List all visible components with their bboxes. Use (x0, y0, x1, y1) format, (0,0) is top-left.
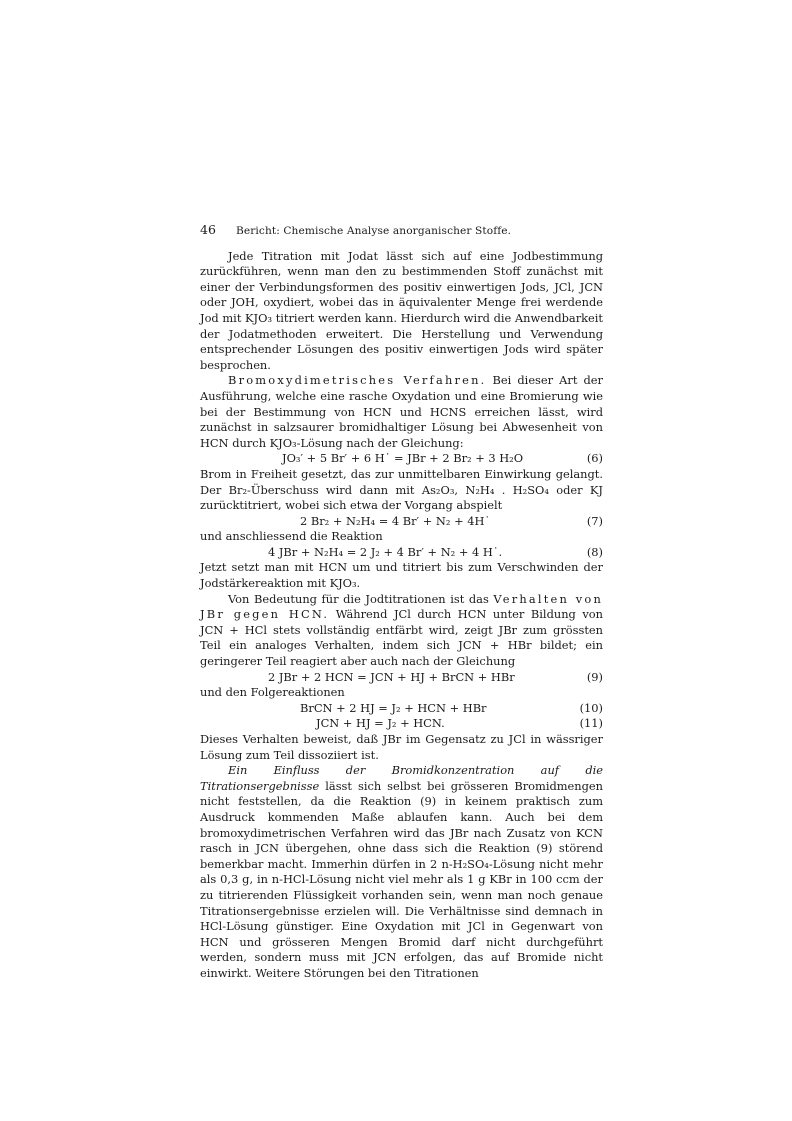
paragraph-folgereaktionen: und den Folgereaktionen (200, 685, 345, 700)
paragraph-text: Von Bedeutung für die Jodtitrationen ist das (228, 591, 489, 606)
equation-number: (7) (586, 513, 603, 528)
page-header (200, 222, 603, 240)
equation-6 (200, 451, 603, 467)
paragraph-jodat-titration: Jede Titration mit Jodat lässt sich auf eine Jodbestimmung zurückführen, wenn man den zu bestimmenden Stoff zunächst mit einer der Verbindungsformen des positiv einwertigen Jods, JCl, JCN oder JOH, oxydiert, wobei das in äquivalenter Menge frei werdende Jod mit KJO₃ titriert werden kann. Hierdurch wird die Anwendbarkeit der Jodatmethoden erweitert. Die Herstellung und Verwendung entsprechender Lösungen des positiv einwertigen Jods wird später besprochen. (200, 248, 603, 372)
equation-number: (10) (579, 700, 603, 715)
paragraph-jetzt: Jetzt setzt man mit HCN um und titriert bis zum Verschwinden der Jodstärkereaktion mit KJO₃. (200, 560, 603, 591)
equation-formula: 2 JBr + 2 HCN = JCN + HJ + BrCN + HBr (268, 669, 515, 684)
document-page (200, 222, 603, 982)
equation-formula: BrCN + 2 HJ = J₂ + HCN + HBr (300, 700, 487, 715)
paragraph-bromidkonzentration (200, 763, 603, 981)
equation-10 (200, 701, 603, 717)
equation-11 (200, 716, 603, 732)
equation-7 (200, 514, 603, 530)
equation-number: (9) (586, 669, 603, 684)
equation-number: (8) (586, 544, 603, 559)
equation-number: (6) (586, 451, 603, 466)
paragraph-bromoxydimetrisch (200, 373, 603, 451)
equation-formula: JCN + HJ = J₂ + HCN. (316, 716, 445, 731)
equation-number: (11) (579, 716, 603, 731)
paragraph-brom-freiheit: Brom in Freiheit gesetzt, das zur unmittelbaren Einwirkung gelangt. Der Br₂-Überschuss wird dann mit As₂O₃, N₂H₄ . H₂SO₄ oder KJ zurücktitriert, wobei sich etwa der Vorgang abspielt (200, 466, 603, 513)
page-number: 46 (200, 222, 216, 237)
equation-8 (200, 545, 603, 561)
paragraph-anschliessend: und anschliessend die Reaktion (200, 529, 383, 544)
section-heading-bromoxydimetrisch: Bromoxydimetrisches Verfahren. (228, 373, 487, 388)
equation-9 (200, 670, 603, 686)
section-heading-einfluss: Ein Einfluss der Bromidkonzentration auf die Titrationsergebnisse (200, 763, 603, 793)
running-title: Bericht: Chemische Analyse anorganischer Stoffe. (236, 225, 512, 237)
equation-formula: JO₃′ + 5 Br′ + 6 H˙ = JBr + 2 Br₂ + 3 H₂O (282, 451, 524, 466)
equation-formula: 4 JBr + N₂H₄ = 2 J₂ + 4 Br′ + N₂ + 4 H˙. (268, 544, 503, 559)
paragraph-text: Während JCl durch HCN unter Bildung von JCN + HCl stets vollständig entfärbt wird, zeigt JBr zum grössten Teil ein analoges Verhalten, indem sich JCN + HBr bildet; ein geringerer Teil reagiert aber auch nach der Gleichung (200, 607, 603, 669)
paragraph-text: Bei dieser Art der Ausführung, welche eine rasche Oxydation und eine Bromierung wie bei der Bestimmung von HCN und HCNS erreichen lässt, wird zunächst in salzsaurer bromidhaltiger Lösung bei Abwesenheit von HCN durch KJO₃-Lösung nach der Gleichung: (200, 373, 603, 450)
paragraph-verhalten-jbr (200, 592, 603, 670)
section-heading-verhalten: Verhalten von JBr gegen HCN. (200, 591, 604, 622)
equation-formula: 2 Br₂ + N₂H₄ = 4 Br′ + N₂ + 4H˙ (300, 513, 491, 528)
paragraph-text: lässt sich selbst bei grösseren Bromidmengen nicht feststellen, da die Reaktion (9) in keinem praktisch zum Ausdruck kommenden Maße ablaufen kann. Auch bei dem bromoxydimetrischen Verfahren wird das JBr nach Zusatz von KCN rasch in JCN übergehen, ohne dass sich die Reaktion (9) störend bemerkbar macht. Immerhin dürfen in 2 n-H₂SO₄-Lösung nicht mehr als 0,3 g, in n-HCl-Lösung nicht viel mehr als 1 g KBr in 100 ccm der zu titrierenden Flüssigkeit vorhanden sein, wenn man noch genaue Titrationsergebnisse erzielen will. Die Verhältnisse sind demnach in HCl-Lösung günstiger. Eine Oxydation mit JCl in Gegenwart von HCN und grösseren Mengen Bromid darf nicht durchgeführt werden, sondern muss mit JCN erfolgen, das auf Bromide nicht einwirkt. Weitere Störungen bei den Titrationen (200, 778, 604, 980)
paragraph-dieses-verhalten: Dieses Verhalten beweist, daß JBr im Gegensatz zu JCl in wässriger Lösung zum Teil dissoziiert ist. (200, 732, 603, 762)
